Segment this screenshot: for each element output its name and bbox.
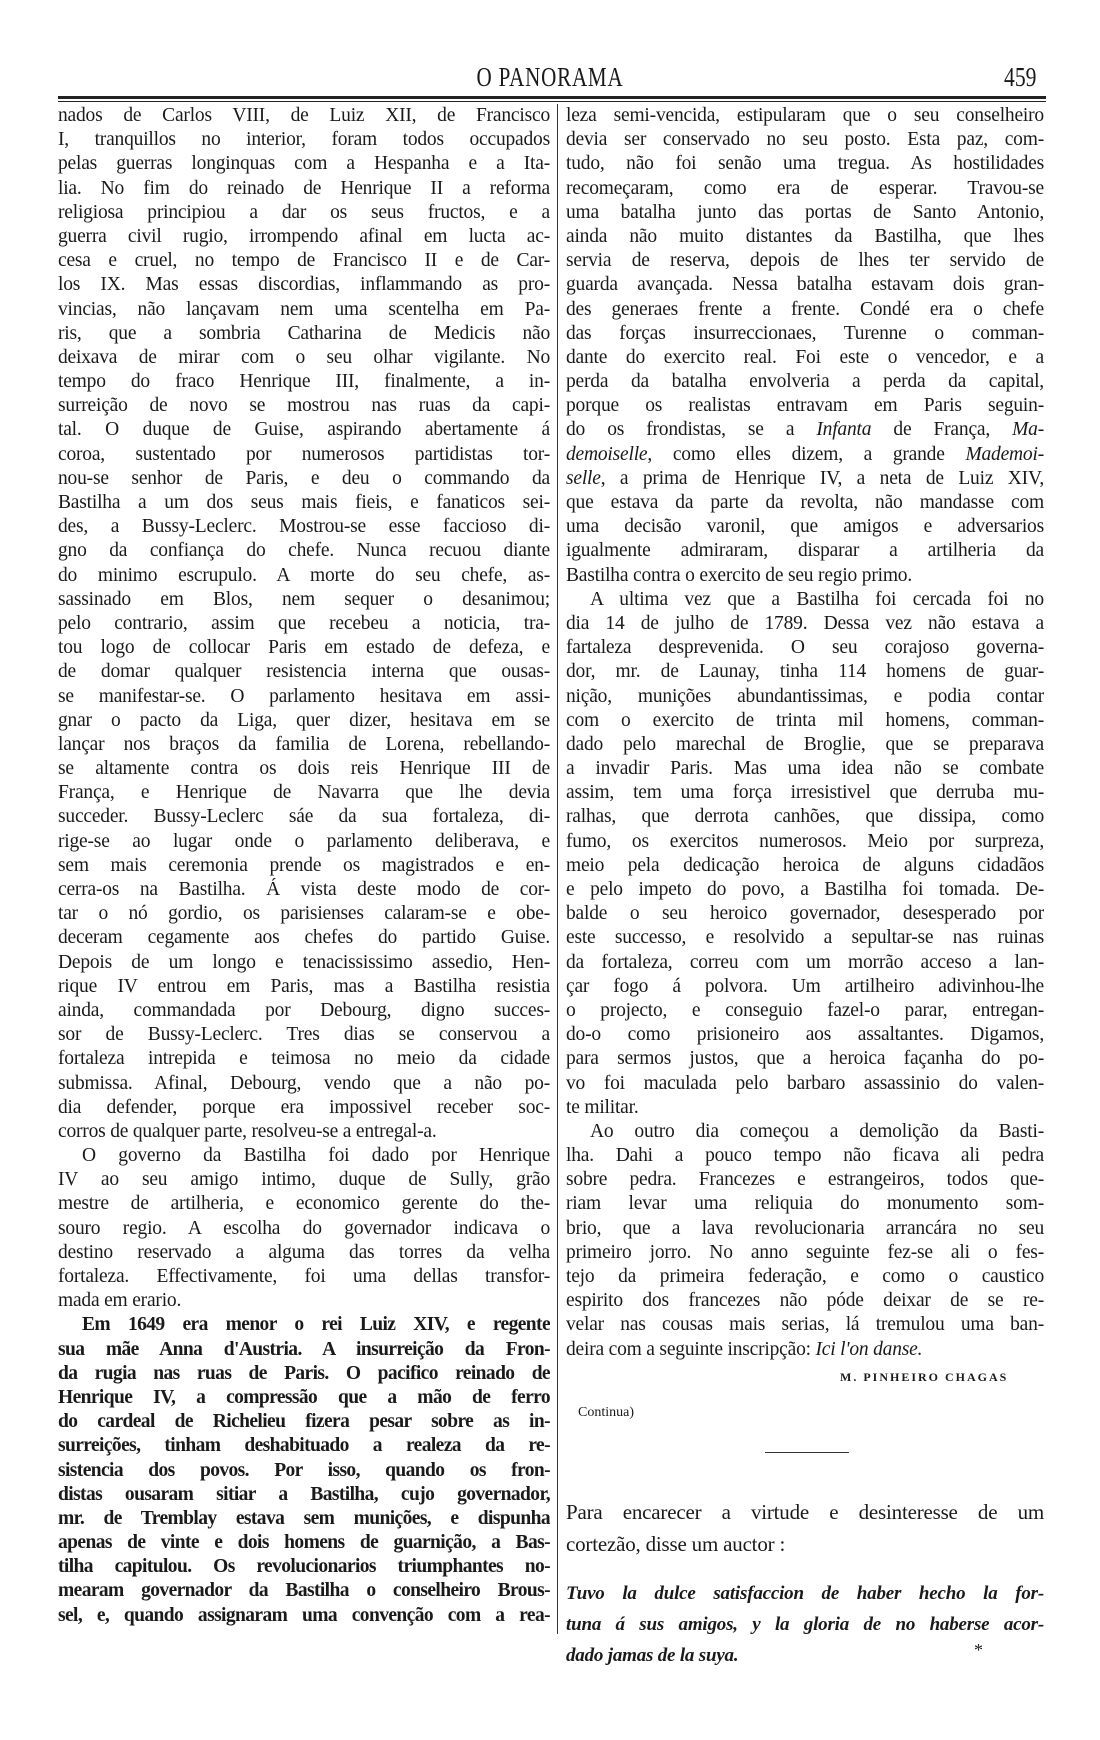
text-line: se manifestar-se. O parlamento hesitava em assi- xyxy=(58,685,550,707)
text-line: distas ousaram sitiar a Bastilha, cujo governador, xyxy=(58,1483,550,1505)
text-line: I, tranquillos no interior, foram todos occupados xyxy=(58,129,550,151)
text-line: succeder. Bussy-Leclerc sáe da sua fortaleza, di- xyxy=(58,806,550,828)
text-line: cerra-os na Bastilha. Á vista deste modo de cor- xyxy=(58,879,550,900)
text-line: los IX. Mas essas discordias, inflammando as pro- xyxy=(58,274,550,296)
text-line: o projecto, e conseguio fazel-o parar, entregan- xyxy=(566,999,1044,1021)
text-line: este successo, e resolvido a sepultar-se nas ruinas xyxy=(566,927,1044,949)
anecdote-line: cortezão, disse um auctor : xyxy=(566,1532,786,1556)
text-line: sem mais ceremonia prende os magistrados e en- xyxy=(58,854,550,876)
text-line: vincias, não lançavam nem uma scentelha em Pa- xyxy=(58,298,550,320)
quote-line: dado jamas de la suya. xyxy=(566,1645,739,1666)
text-line: recomeçaram, como era de esperar. Travou-se xyxy=(566,177,1044,199)
text-line: devia ser conservado no seu posto. Esta paz, com- xyxy=(566,129,1044,151)
text-line: velar nas cousas mais serias, lá tremulou uma ban- xyxy=(566,1314,1044,1336)
text-segment: deira com a seguinte inscripção: xyxy=(566,1338,816,1360)
text-line: dor, mr. de Launay, tinha 114 homens de guar- xyxy=(566,661,1044,683)
text-line: apenas de vinte e dois homens de guarnição, a Bas- xyxy=(58,1532,550,1554)
text-line: mr. de Tremblay estava sem munições, e dispunha xyxy=(58,1507,550,1529)
text-line: uma batalha junto das portas de Santo Antonio, xyxy=(566,201,1044,223)
text-line: nados de Carlos VIII, de Luiz XII, de Francisco xyxy=(58,105,550,126)
text-segment: de França, xyxy=(871,419,1013,441)
text-line: tal. O duque de Guise, aspirando abertamente á xyxy=(58,419,550,441)
text-line: mearam governador da Bastilha o conselheiro Brous- xyxy=(58,1580,550,1602)
text-line: da fortaleza, correu com um morrão acceso a lan- xyxy=(566,951,1044,973)
text-line: tilha capitulou. Os revolucionarios triumphantes no- xyxy=(58,1556,550,1578)
text-line: sassinado em Blos, nem sequer o desanimou; xyxy=(58,588,550,610)
text-line: fortaleza intrepida e teimosa no meio da cidade xyxy=(58,1048,550,1070)
text-line: Bastilha contra o exercito de seu regio primo. xyxy=(566,564,913,586)
text-line: surreição de novo se mostrou nas ruas da capi- xyxy=(58,395,550,417)
text-line: pelo contrario, assim que recebeu a noticia, tra- xyxy=(58,612,550,634)
text-line: do-o como prisioneiro aos assaltantes. Digamos, xyxy=(566,1024,1044,1046)
text-line: Bastilha a um dos seus mais fieis, e fanaticos sei- xyxy=(58,492,550,513)
column-divider xyxy=(557,104,558,1634)
text-line: primeiro jorro. No anno seguinte fez-se ali o fes- xyxy=(566,1241,1044,1263)
text-segment: , a prima de Henrique IV, a neta de Luiz XIV, xyxy=(600,467,1044,489)
text-line: O governo da Bastilha foi dado por Henrique xyxy=(82,1145,550,1167)
italic-text: Ici l'on danse. xyxy=(815,1338,923,1360)
text-line: A ultima vez que a Bastilha foi cercada foi no xyxy=(590,588,1044,610)
text-line: ralhas, que derrota canhões, que dissipa, como xyxy=(566,806,1044,828)
text-line: tou logo de collocar Paris em estado de defeza, e xyxy=(58,637,550,659)
spanish-quote xyxy=(566,1578,1044,1671)
text-line: Em 1649 era menor o rei Luiz XIV, e regente xyxy=(82,1314,550,1336)
text-line: nição, munições abundantissimas, e podia contar xyxy=(566,685,1044,707)
text-line: dia 14 de julho de 1789. Dessa vez não estava a xyxy=(566,612,1044,634)
text-line: mestre de artilheria, e economico gerente do the- xyxy=(58,1193,550,1215)
text-line xyxy=(566,418,1044,442)
text-line xyxy=(566,1338,1044,1362)
text-line: dia defender, porque era impossivel receber soc- xyxy=(58,1096,550,1118)
right-column xyxy=(566,104,1044,1362)
section-separator xyxy=(765,1452,849,1453)
text-line: que estava da parte da revolta, não mandasse com xyxy=(566,492,1044,513)
text-line: sua mãe Anna d'Austria. A insurreição da Fron- xyxy=(58,1338,550,1360)
text-line: deceram cegamente aos chefes do partido Guise. xyxy=(58,927,550,949)
text-line: rige-se ao lugar onde o parlamento deliberava, e xyxy=(58,830,550,852)
anecdote-line: Para encarecer a virtude e desinteresse de um xyxy=(566,1500,1044,1524)
text-line: pelas guerras longinquas com a Hespanha e a Ita- xyxy=(58,153,550,175)
text-line: se altamente contra os dois reis Henrique III de xyxy=(58,758,550,780)
text-line: gnar o pacto da Liga, quer dizer, hesitava em se xyxy=(58,709,550,731)
text-line: tempo do fraco Henrique III, finalmente, a in- xyxy=(58,371,550,393)
text-line: surreições, tinham deshabituado a realeza da re- xyxy=(58,1435,550,1457)
text-line: gno da confiança do chefe. Nunca recuou diante xyxy=(58,540,550,562)
text-line: des, a Bussy-Leclerc. Mostrou-se esse faccioso di- xyxy=(58,516,550,538)
text-line: rique IV entrou em Paris, mas a Bastilha resistia xyxy=(58,975,550,997)
text-line: perda da batalha envolveria a perda da capital, xyxy=(566,371,1044,393)
text-line: sor de Bussy-Leclerc. Tres dias se conservou a xyxy=(58,1024,550,1046)
text-line: ris, que a sombria Catharina de Medicis não xyxy=(58,322,550,344)
text-line: Depois de um longo e tenacississimo assedio, Hen- xyxy=(58,951,550,973)
text-line: sistencia dos povos. Por isso, quando os fron- xyxy=(58,1459,550,1481)
text-line: ainda, commandada por Debourg, digno succes- xyxy=(58,999,550,1021)
text-line: destino reservado a alguma das torres da velha xyxy=(58,1241,550,1263)
text-line: vo foi maculada pelo barbaro assassinio do valen- xyxy=(566,1072,1044,1094)
text-line: mada em erario. xyxy=(58,1290,182,1312)
text-line: com o exercito de trinta mil homens, comman- xyxy=(566,709,1044,731)
text-line: te militar. xyxy=(566,1096,639,1118)
italic-text: Infanta xyxy=(816,419,872,441)
text-line: de domar qualquer resistencia interna que ousas- xyxy=(58,661,550,683)
italic-text: Ma- xyxy=(1012,419,1044,441)
text-line: coroa, sustentado por numerosos partidistas tor- xyxy=(58,443,550,465)
text-line: dado pelo marechal de Broglie, que se preparava xyxy=(566,733,1044,755)
text-segment: , como elles dizem, a grande xyxy=(647,443,966,465)
text-line: cesa e cruel, no tempo de Francisco II e de Car- xyxy=(58,250,550,272)
italic-text: demoiselle xyxy=(566,443,648,465)
text-line: tejo da primeira federação, e como o caustico xyxy=(566,1266,1044,1287)
text-line: lia. No fim do reinado de Henrique II a reforma xyxy=(58,177,550,199)
text-line: souro regio. A escolha do governador indicava o xyxy=(58,1217,550,1239)
text-line: deixava de mirar com o seu olhar vigilante. No xyxy=(58,346,550,368)
text-line: assim, tem uma força irresistivel que derruba mu- xyxy=(566,782,1044,804)
text-line: da rugia nas ruas de Paris. O pacifico reinado de xyxy=(58,1362,550,1384)
quote-line: Tuvo la dulce satisfaccion de haber hecho la for- xyxy=(566,1583,1044,1604)
text-segment: do os frondistas, se a xyxy=(566,419,817,441)
text-line: sel, e, quando assignaram uma convenção com a rea- xyxy=(58,1604,550,1626)
text-line: igualmente admiraram, disparar a artilheria da xyxy=(566,540,1044,562)
text-line: nou-se senhor de Paris, e deu o commando da xyxy=(58,467,550,489)
text-line: a invadir Paris. Mas uma idea não se combate xyxy=(566,758,1044,780)
text-line: guerra civil rugio, irrompendo afinal em lucta ac- xyxy=(58,225,550,247)
text-line: brio, que a lava revolucionaria arrancára no seu xyxy=(566,1217,1044,1239)
continued-note: Continua) xyxy=(578,1405,634,1420)
publication-title: O PANORAMA xyxy=(476,62,624,92)
text-line: Henrique IV, a compressão que a mão de ferro xyxy=(58,1386,550,1408)
text-line: porque os realistas entravam em Paris seguin- xyxy=(566,395,1044,417)
italic-text: Mademoi- xyxy=(965,443,1044,465)
italic-text: selle xyxy=(566,467,601,489)
text-line: Ao outro dia começou a demolição da Basti- xyxy=(590,1120,1044,1142)
text-line: tar o nó gordio, os parisienses calaram-se e obe- xyxy=(58,903,550,925)
text-line: do minimo escrupulo. A morte do seu chefe, as- xyxy=(58,564,550,586)
text-line: leza semi-vencida, estipularam que o seu conselheiro xyxy=(566,105,1044,126)
text-line: submissa. Afinal, Debourg, vendo que a não po- xyxy=(58,1072,550,1094)
text-line: lançar nos braços da familia de Lorena, rebellando- xyxy=(58,733,550,755)
text-line: çar fogo á polvora. Um artilheiro adivinhou-lhe xyxy=(566,975,1044,997)
author-signature: M. PINHEIRO CHAGAS xyxy=(840,1370,1009,1384)
page-number: 459 xyxy=(1003,62,1036,92)
text-line: corros de qualquer parte, resolveu-se a entregal-a. xyxy=(58,1120,437,1142)
text-line: tudo, não foi senão uma tregua. As hostilidades xyxy=(566,153,1044,175)
text-line: França, e Henrique de Navarra que lhe devia xyxy=(58,782,550,804)
text-line: uma decisão varonil, que amigos e adversarios xyxy=(566,516,1044,538)
text-line: e pelo impeto do povo, a Bastilha foi tomada. De- xyxy=(566,879,1044,900)
text-line: ainda não muito distantes da Bastilha, que lhes xyxy=(566,225,1044,247)
text-line xyxy=(566,443,1044,467)
text-line: servia de reserva, depois de lhes ter servido de xyxy=(566,250,1044,272)
text-line: meio pela dedicação heroica de alguns cidadãos xyxy=(566,854,1044,876)
text-line: dante do exercito real. Foi este o vencedor, e a xyxy=(566,346,1044,368)
text-line: religiosa principiou a dar os seus fructos, e a xyxy=(58,201,550,223)
text-line: IV ao seu amigo intimo, duque de Sully, grão xyxy=(58,1169,550,1191)
text-line xyxy=(566,467,1044,491)
text-line: sobre pedra. Francezes e estrangeiros, todos que- xyxy=(566,1169,1044,1191)
text-line: para sermos justos, que a heroica façanha do po- xyxy=(566,1048,1044,1070)
header-rule-thin xyxy=(58,101,1046,102)
text-line: balde o seu heroico governador, desesperado por xyxy=(566,903,1044,925)
text-line: fumo, os exercitos numerosos. Meio por surpreza, xyxy=(566,830,1044,852)
asterisk-mark: * xyxy=(974,1640,983,1660)
text-line: guarda avançada. Nessa batalha estavam dois gran- xyxy=(566,274,1044,296)
text-line: fortaleza. Effectivamente, foi uma dellas transfor- xyxy=(58,1266,550,1287)
header-rule xyxy=(58,96,1046,99)
text-line: lha. Dahi a pouco tempo não ficava ali pedra xyxy=(566,1145,1044,1167)
text-line: fartaleza desprevenida. O seu corajoso governa- xyxy=(566,637,1044,659)
text-line: des generaes frente a frente. Condé era o chefe xyxy=(566,298,1044,320)
text-line: do cardeal de Richelieu fizera pesar sobre as in- xyxy=(58,1411,550,1433)
quote-line: tuna á sus amigos, y la gloria de no haberse acor- xyxy=(566,1614,1044,1635)
text-line: espirito dos francezes não póde deixar de se re- xyxy=(566,1290,1044,1312)
text-line: riam levar uma reliquia do monumento som- xyxy=(566,1193,1044,1215)
text-line: das forças insurreccionaes, Turenne o comman- xyxy=(566,322,1044,344)
anecdote-intro xyxy=(566,1496,1044,1560)
left-column xyxy=(58,104,550,1628)
masthead xyxy=(0,62,1100,92)
